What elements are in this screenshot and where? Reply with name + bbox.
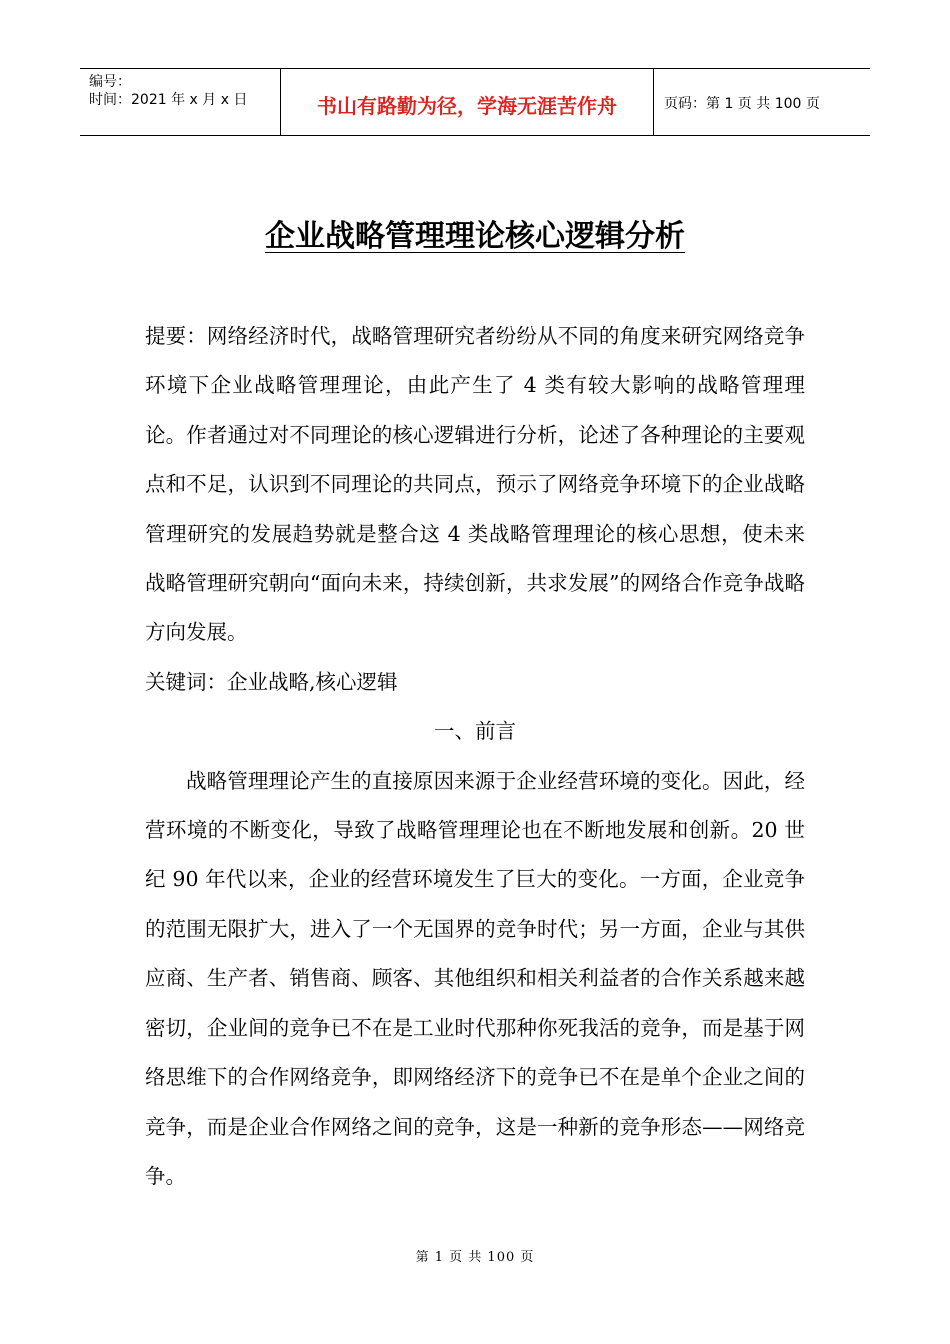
header-motto: 书山有路勤为径，学海无涯苦作舟 (281, 69, 654, 135)
header-code-label: 编号： (89, 74, 131, 90)
abstract-paragraph: 提要：网络经济时代，战略管理研究者纷纷从不同的角度来研究网络竞争环境下企业战略管理理论，由此产生了 4 类有较大影响的战略管理理论。作者通过对不同理论的核心逻辑进行分析，论述了各种理论的主要观点和不足，认识到不同理论的共同点，预示了网络竞争环境下的企业战略管理研究的发展趋势就是整合这 4 类战略管理理论的核心思想，使未来战略管理研究朝向“面向未来，持续创新，共求发展”的网络合作竞争战略方向发展。 (145, 324, 805, 645)
section-heading: 一、前言 (434, 719, 516, 744)
header-page-info: 页码：第 1 页 共 100 页 (664, 96, 820, 112)
document-title: 企业战略管理理论核心逻辑分析 (265, 219, 685, 254)
header-time-label: 时间：2021 年 x 月 x 日 (89, 92, 248, 108)
page-footer: 第 1 页 共 100 页 (415, 1250, 535, 1265)
page-header (80, 68, 870, 136)
document-title-wrapper (0, 210, 950, 264)
header-meta-cell (80, 69, 281, 135)
intro-paragraph: 战略管理理论产生的直接原因来源于企业经营环境的变化。因此，经营环境的不断变化，导致了战略管理理论也在不断地发展和创新。20 世纪 90 年代以来，企业的经营环境发生了巨大的变化。一方面，企业竞争的范围无限扩大，进入了一个无国界的竞争时代；另一方面，企业与其供应商、生产者、销售商、顾客、其他组织和相关利益者的合作关系越来越密切，企业间的竞争已不在是工业时代那种你死我活的竞争，而是基于网络思维下的合作网络竞争，即网络经济下的竞争已不在是单个企业之间的竞争，而是企业合作网络之间的竞争，这是一种新的竞争形态——网络竞争。 (145, 768, 805, 1188)
keywords-line: 关键词：企业战略,核心逻辑 (145, 669, 398, 694)
document-body (145, 312, 805, 1201)
